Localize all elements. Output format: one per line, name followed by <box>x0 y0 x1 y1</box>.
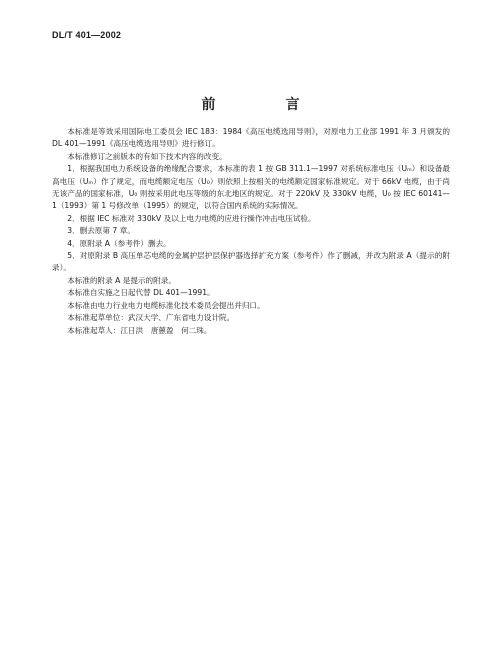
paragraph-drafters: 本标准起草人：江日洪 唐蕙盈 何二珠。 <box>67 325 212 335</box>
page-title: 前 言 <box>201 97 328 113</box>
paragraph-change-2: 2．根据 IEC 标准对 330kV 及以上电力电缆的应进行操作冲击电压试验。 <box>67 213 316 223</box>
paragraph-changes-lead: 本标准修订之前版本的有如下技术内容的改变。 <box>67 151 227 161</box>
paragraph-intro: 本标准是等效采用国际电工委员会 IEC 183：1984《高压电缆选用导则》，对原电力工业部 1991 年 3 月颁发的 DL 401—1991《高压电缆选用导则》进行修订。 <box>52 127 450 149</box>
paragraph-change-1: 1．根据我国电力系统设备的绝缘配合要求，本标准的表 1 按 GB 311.1—1997 对系统标准电压（Uₘ）和设备最高电压（Uₘ）作了规定，而电缆额定电压（U₀）则依照上按相关的电缆额定国家标准规定。对于 66kV 电缆，由于尚无该产品的国家标准，U₀ 则按采用此电压等级的东北地区的规定。对于 220kV 及 330kV 电缆，U₀ 按 IEC 60141—1（1993）第 1 号修改单（1995）的规定，以符合国内系统的实际情况。 <box>52 164 450 211</box>
foreword-body <box>52 126 450 337</box>
paragraph-appendix-note: 本标准的附录 A 是提示的附录。 <box>67 275 176 285</box>
paragraph-change-3: 3．删去原第 7 章。 <box>67 226 135 236</box>
paragraph-proposer: 本标准由电力行业电力电缆标准化技术委员会提出并归口。 <box>67 300 265 310</box>
paragraph-change-5: 5．对原附录 B 高压单芯电缆的金属护层护层保护器选择扩充方案（参考件）作了删减，并改为附录 A（提示的附录）。 <box>52 251 450 273</box>
paragraph-replaces: 本标准自实施之日起代替 DL 401—1991。 <box>67 288 215 298</box>
paragraph-change-4: 4．原附录 A（参考件）删去。 <box>67 238 171 248</box>
paragraph-drafting-units: 本标准起草单位：武汉大学、广东省电力设计院。 <box>67 313 235 323</box>
document-code-header: DL/T 401—2002 <box>52 30 122 40</box>
